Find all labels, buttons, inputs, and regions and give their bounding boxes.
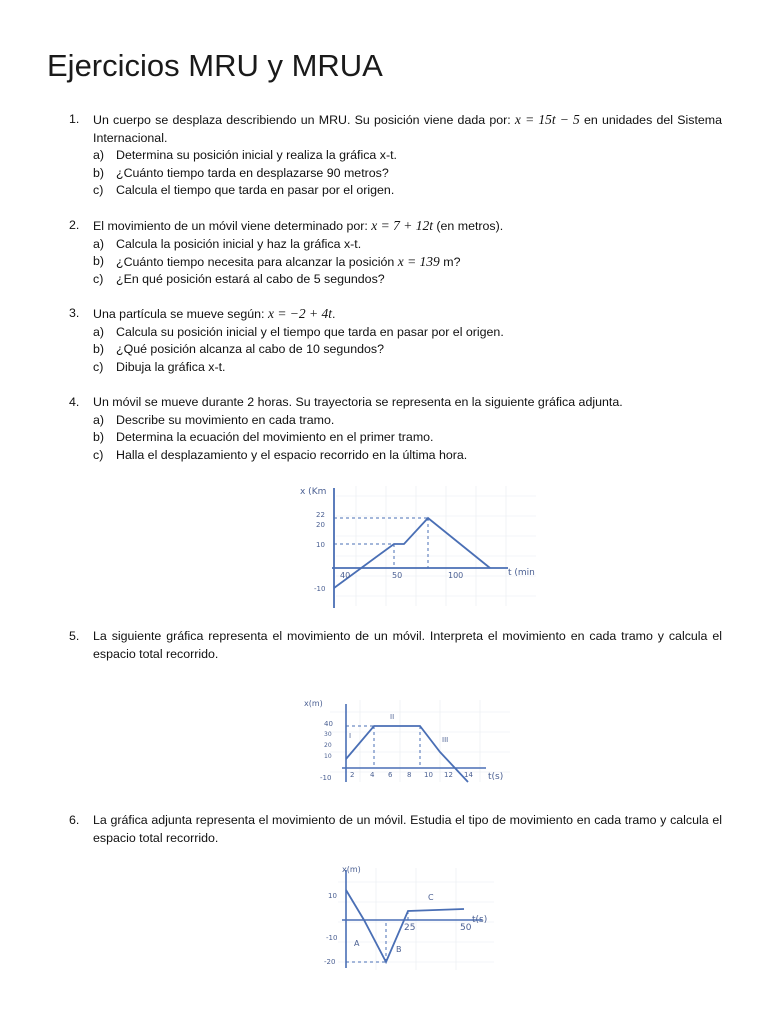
- exercise-statement: Una partícula se mueve según: x = −2 + 4t.: [93, 306, 336, 321]
- equation: x = −2 + 4t: [267, 306, 333, 321]
- graph-exercise-6: [316, 862, 500, 974]
- x-tick-label: 25: [404, 923, 416, 933]
- x-tick-label: 40: [340, 571, 351, 580]
- sub-question: a) Calcula su posición inicial y el tiempo que tarda en pasar por el origen.: [93, 324, 504, 339]
- section-label: III: [442, 736, 449, 744]
- exercise-statement: La siguiente gráfica representa el movimiento de un móvil. Interpreta el movimiento en cada tramo y calcula el espacio total recorrido.: [93, 629, 722, 661]
- y-tick-label: 40: [324, 720, 333, 728]
- exercise-1: [0, 111, 768, 200]
- sub-question: b) ¿Cuánto tiempo tarda en desplazarse 90 metros?: [93, 165, 389, 180]
- exercise-statement: Un cuerpo se desplaza describiendo un MRU. Su posición viene dada por: x = 15t − 5 en unidades del Sistema Internacional.: [93, 112, 723, 145]
- exercise-statement: El movimiento de un móvil viene determinado por: x = 7 + 12t (en metros).: [93, 218, 504, 233]
- sub-question: b) ¿Qué posición alcanza al cabo de 10 segundos?: [93, 342, 384, 357]
- graph-exercise-4: [296, 476, 546, 614]
- section-label: II: [390, 713, 395, 721]
- y-tick-label: 30: [324, 731, 332, 738]
- graph-exercise-5: [300, 692, 520, 788]
- exercise-5: [0, 628, 768, 663]
- exercise-2: [0, 217, 768, 288]
- sub-question: c) Halla el desplazamiento y el espacio recorrido en la última hora.: [93, 447, 468, 462]
- y-tick-label: 20: [316, 521, 325, 529]
- exercise-3: [0, 305, 768, 376]
- sub-question: a) Calcula la posición inicial y haz la gráfica x-t.: [93, 236, 362, 251]
- y-tick-label: -10: [314, 585, 326, 593]
- y-axis-label: x (Km: [300, 487, 327, 497]
- x-axis-label: t(s): [488, 772, 504, 782]
- exercise-6: [0, 812, 768, 847]
- y-tick-label: -10: [326, 934, 338, 942]
- y-tick-label: 10: [328, 892, 337, 900]
- x-tick-label: 8: [407, 771, 412, 779]
- section-label: I: [349, 732, 352, 740]
- y-tick-label: -10: [320, 774, 332, 782]
- exercise-number: 3.: [69, 306, 80, 320]
- y-axis-label: x(m): [304, 699, 323, 708]
- x-tick-label: 100: [448, 571, 464, 580]
- y-tick-label: 10: [316, 541, 325, 549]
- exercise-number: 2.: [69, 218, 80, 232]
- x-tick-label: 4: [370, 771, 375, 779]
- exercise-number: 4.: [69, 395, 80, 409]
- exercise-statement: Un móvil se mueve durante 2 horas. Su trayectoria se representa en la siguiente gráfica adjunta.: [93, 395, 623, 409]
- exercise-number: 1.: [69, 112, 80, 126]
- exercise-number: 6.: [69, 813, 80, 827]
- page-title: Ejercicios MRU y MRUA: [47, 48, 383, 83]
- x-tick-label: 14: [464, 771, 473, 779]
- sub-question: b) Determina la ecuación del movimiento en el primer tramo.: [93, 430, 434, 445]
- y-tick-label: 10: [324, 753, 332, 760]
- section-label: A: [354, 939, 360, 948]
- exercise-number: 5.: [69, 629, 80, 643]
- section-label: B: [396, 945, 402, 954]
- exercise-statement: La gráfica adjunta representa el movimiento de un móvil. Estudia el tipo de movimiento en cada tramo y calcula el espacio total recorrido.: [93, 813, 722, 845]
- sub-question: a) Determina su posición inicial y realiza la gráfica x-t.: [93, 148, 397, 163]
- y-axis-label: x(m): [342, 865, 361, 874]
- equation: x = 7 + 12t: [371, 218, 433, 233]
- sub-question: c) ¿En qué posición estará al cabo de 5 segundos?: [93, 271, 385, 286]
- y-tick-label: 20: [324, 742, 332, 749]
- x-tick-label: 50: [460, 923, 472, 933]
- x-axis-label: t(s): [472, 915, 488, 925]
- equation: x = 139: [397, 254, 440, 270]
- section-label: C: [428, 893, 434, 902]
- motion-line: [334, 518, 490, 588]
- y-tick-label: -20: [324, 958, 336, 966]
- exercise-4: [0, 394, 768, 464]
- x-tick-label: 6: [388, 771, 393, 779]
- x-tick-label: 10: [424, 771, 433, 779]
- y-tick-label: 22: [316, 511, 325, 519]
- sub-question: b) ¿Cuánto tiempo necesita para alcanzar la posición x = 139 m?: [93, 254, 461, 270]
- sub-question: c) Calcula el tiempo que tarda en pasar por el origen.: [93, 183, 395, 198]
- sub-question: c) Dibuja la gráfica x-t.: [93, 359, 226, 374]
- equation: x = 15t − 5: [514, 112, 580, 127]
- sub-question: a) Describe su movimiento en cada tramo.: [93, 412, 335, 427]
- x-axis-label: t (min: [508, 568, 535, 578]
- x-tick-label: 2: [350, 771, 355, 779]
- x-tick-label: 12: [444, 771, 453, 779]
- x-tick-label: 50: [392, 571, 403, 580]
